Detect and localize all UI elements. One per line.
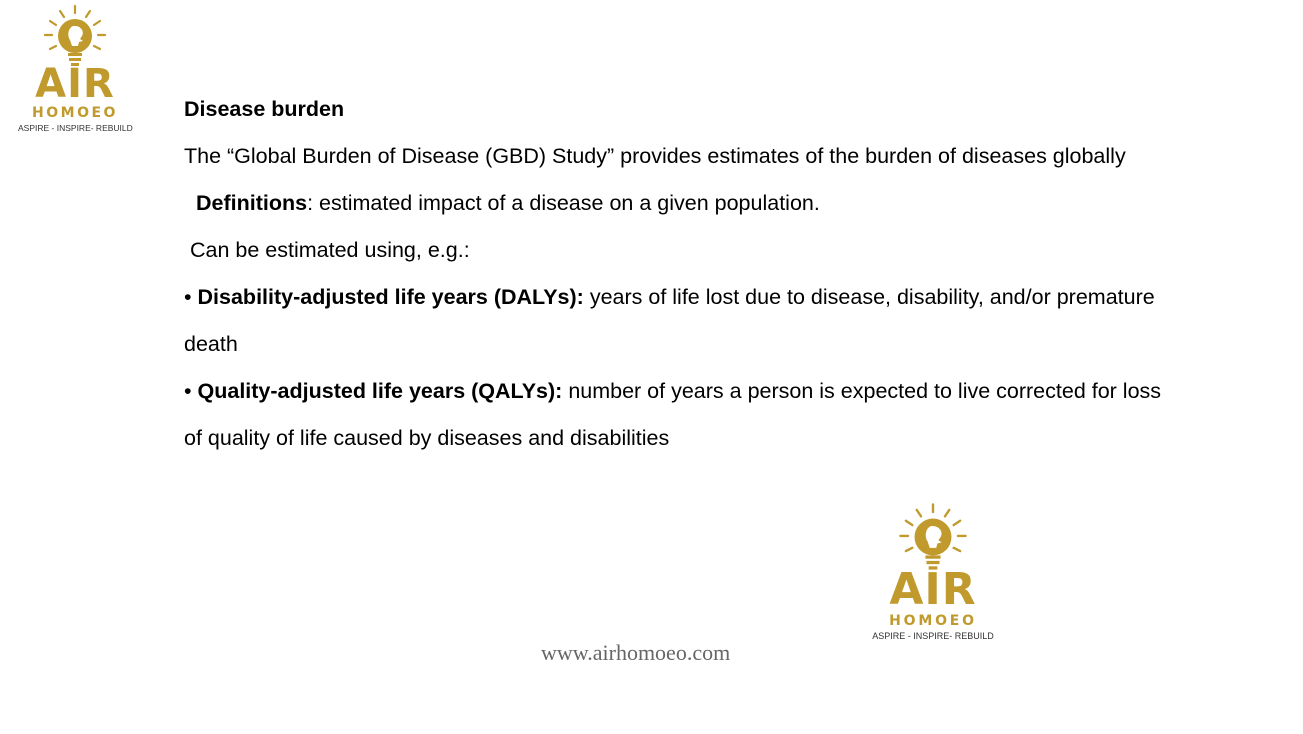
slide-title: Disease burden — [184, 97, 345, 121]
bullet-dalys — [184, 274, 1264, 321]
footer-url[interactable]: www.airhomoeo.com — [541, 640, 731, 665]
logo-brand: AIR — [35, 61, 115, 107]
bullet-text-dalys: years of life lost due to disease, disability, and/or premature — [589, 285, 1155, 309]
logo-brand: AIR — [889, 564, 977, 615]
logo-top — [18, 4, 132, 133]
logo-bottom — [872, 502, 994, 641]
bullet-qalys-continuation: of quality of life caused by diseases and disabilities — [184, 426, 670, 450]
slide-content — [184, 86, 1264, 462]
definition-line — [184, 180, 1264, 227]
bullet-marker: • — [184, 379, 192, 403]
logo-tagline: ASPIRE - INSPIRE- REBUILD — [18, 123, 133, 133]
bullet-text-qalys: number of years a person is expected to live corrected for loss — [568, 379, 1162, 403]
bullet-marker: • — [184, 285, 192, 309]
bullet-qalys — [184, 368, 1264, 415]
lightbulb-head-icon — [895, 502, 971, 572]
logo-tagline: ASPIRE - INSPIRE- REBUILD — [872, 631, 994, 641]
lightbulb-head-icon — [40, 4, 110, 68]
logo-subbrand: HOMOEO — [32, 105, 118, 121]
bullet-term-qalys: Quality-adjusted life years (QALYs): — [197, 379, 563, 403]
estimate-intro: Can be estimated using, e.g.: — [190, 238, 470, 262]
definition-text: : estimated impact of a disease on a given population. — [307, 191, 820, 215]
logo-subbrand: HOMOEO — [889, 613, 977, 629]
bullet-term-dalys: Disability-adjusted life years (DALYs): — [197, 285, 584, 309]
intro-text: The “Global Burden of Disease (GBD) Study” provides estimates of the burden of diseases globally — [184, 144, 1126, 168]
bullet-dalys-continuation: death — [184, 332, 238, 356]
definition-term: Definitions — [196, 191, 308, 215]
